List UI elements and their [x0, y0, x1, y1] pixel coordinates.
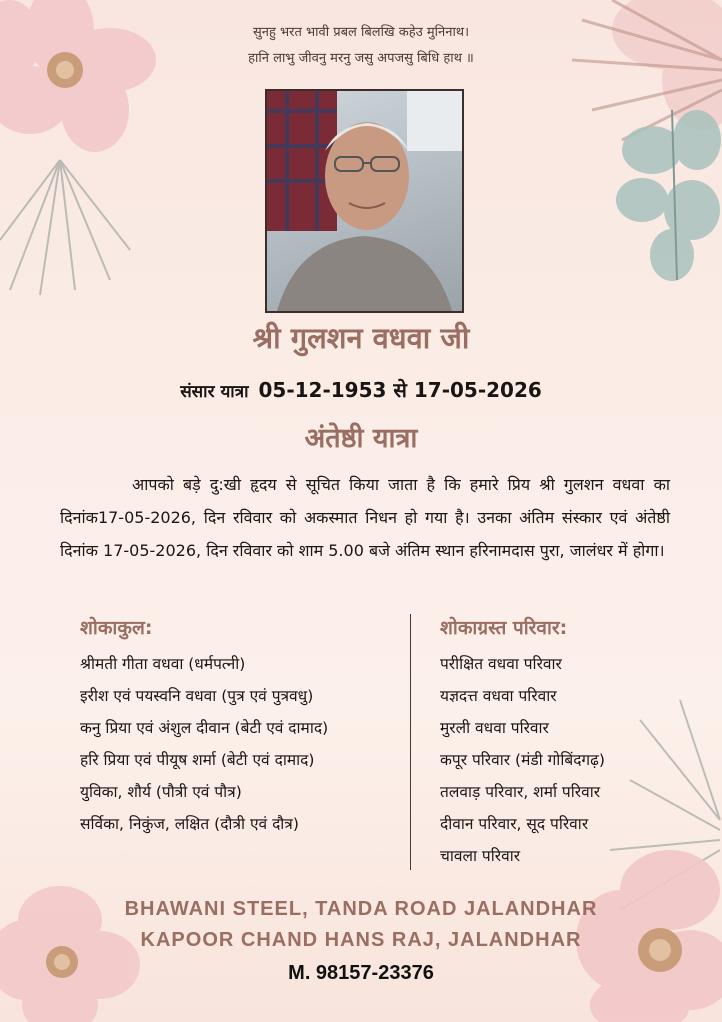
mourners-section [80, 614, 328, 840]
family-item: कपूर परिवार (मंडी गोबिंदगढ़) [440, 751, 605, 769]
family-item: परीक्षित वधवा परिवार [440, 655, 562, 673]
deceased-name: श्री गुलशन वधवा जी [252, 321, 470, 355]
column-divider [410, 614, 411, 870]
dates-value: 05-12-1953 से 17-05-2026 [258, 378, 542, 402]
mourner-item: कनु प्रिया एवं अंशुल दीवान (बेटी एवं दामाद) [80, 719, 329, 737]
family-item: तलवाड़ परिवार, शर्मा परिवार [440, 783, 601, 801]
family-item: चावला परिवार [440, 847, 521, 865]
family-item: मुरली वधवा परिवार [440, 719, 549, 737]
portrait-image [267, 91, 462, 311]
families-section [440, 614, 605, 872]
footer-line-2: KAPOOR CHAND HANS RAJ, JALANDHAR [140, 929, 582, 951]
announcement-message: आपको बड़े दु:खी हृदय से सूचित किया जाता है कि हमारे प्रिय श्री गुलशन वधवा का दिनांक17-05-2026, दिन रविवार को अकस्मात निधन हो गया है। उनका अंतिम संस्कार एवं अंतेष्ठी दिनांक 17-05-2026, दिन रविवार को शाम 5.00 बजे अंतिम स्थान हरिनामदास पुरा, जालंधर में होगा। [60, 475, 670, 560]
verse-line-1: सुनहु भरत भावी प्रबल बिलखि कहेउ मुनिनाथ। [252, 25, 470, 40]
mourner-item: युविका, शौर्य (पौत्री एवं पौत्र) [80, 783, 242, 801]
families-title: शोकाग्रस्त परिवार: [440, 617, 568, 639]
mourner-item: सर्विका, निकुंज, लक्षित (दौत्री एवं दौत्र) [80, 815, 299, 833]
family-item: दीवान परिवार, सूद परिवार [440, 815, 589, 833]
verse-line-2: हानि लाभु जीवनु मरनु जसु अपजसु बिधि हाथ ॥ [248, 51, 474, 66]
contact-phone: M. 98157-23376 [288, 962, 434, 984]
life-dates [0, 376, 722, 403]
mourners-title: शोकाकुल: [80, 617, 153, 639]
flower-top-left-decoration [0, 0, 200, 300]
mourners-list [80, 648, 328, 840]
families-list [440, 648, 605, 872]
leaves-top-right-decoration [522, 0, 722, 300]
ceremony-title: अंतेष्ठी यात्रा [304, 423, 418, 454]
family-item: यज्ञदत्त वधवा परिवार [440, 687, 557, 705]
mourner-item: हरि प्रिया एवं पीयूष शर्मा (बेटी एवं दामाद) [80, 751, 315, 769]
mourner-item: श्रीमती गीता वधवा (धर्मपत्नी) [80, 655, 246, 673]
footer-line-1: BHAWANI STEEL, TANDA ROAD JALANDHAR [124, 898, 598, 920]
dates-label: संसार यात्रा [180, 382, 249, 402]
portrait-photo [265, 89, 464, 313]
mourner-item: इरीश एवं पयस्वनि वधवा (पुत्र एवं पुत्रवधु) [80, 687, 314, 705]
